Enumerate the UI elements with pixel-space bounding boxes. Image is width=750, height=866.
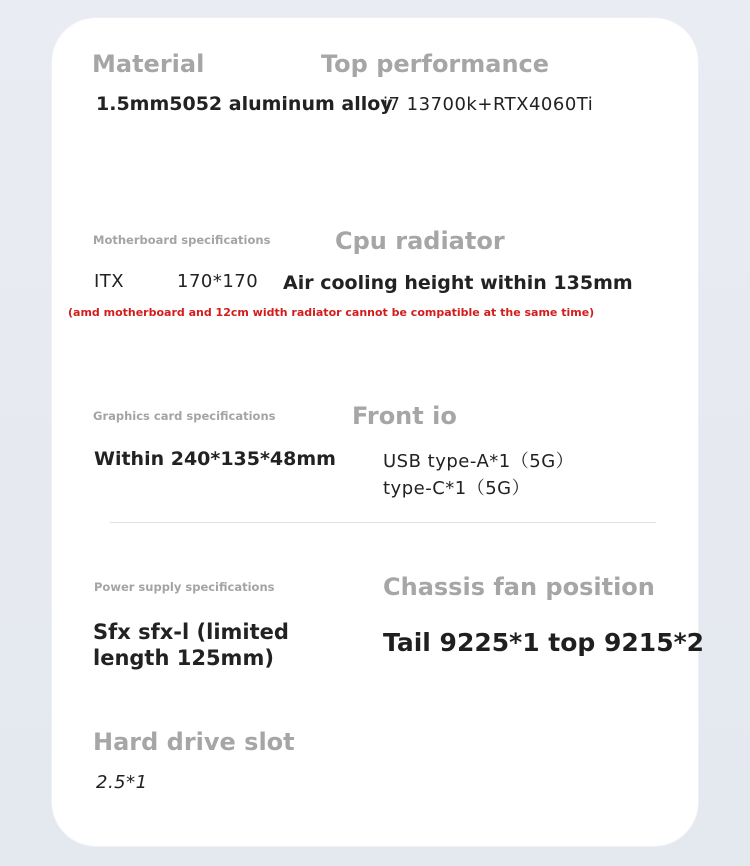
cpu-radiator-value: Air cooling height within 135mm bbox=[283, 272, 633, 294]
cpu-radiator-heading: Cpu radiator bbox=[335, 227, 505, 255]
compatibility-warning: (amd motherboard and 12cm width radiator cannot be compatible at the same time) bbox=[68, 306, 595, 319]
spec-card bbox=[52, 18, 698, 846]
material-heading: Material bbox=[92, 50, 205, 78]
chassis-fan-heading: Chassis fan position bbox=[383, 573, 655, 601]
graphics-card-heading: Graphics card specifications bbox=[93, 409, 276, 423]
power-supply-line2: length 125mm) bbox=[93, 646, 274, 670]
motherboard-form-factor: ITX bbox=[94, 271, 125, 292]
power-supply-heading: Power supply specifications bbox=[94, 580, 275, 594]
motherboard-heading: Motherboard specifications bbox=[93, 233, 271, 247]
section-divider bbox=[110, 522, 656, 523]
front-io-usb-c: type-C*1（5G） bbox=[383, 478, 531, 499]
material-value: 1.5mm5052 aluminum alloy bbox=[96, 93, 393, 115]
front-io-usb-a: USB type-A*1（5G） bbox=[383, 451, 575, 472]
chassis-fan-value: Tail 9225*1 top 9215*2 bbox=[383, 628, 705, 657]
top-performance-value: i7 13700k+RTX4060Ti bbox=[383, 94, 594, 115]
hard-drive-value: 2.5*1 bbox=[96, 772, 148, 793]
motherboard-size: 170*170 bbox=[177, 271, 259, 292]
hard-drive-heading: Hard drive slot bbox=[93, 728, 295, 756]
top-performance-heading: Top performance bbox=[321, 50, 550, 78]
front-io-heading: Front io bbox=[352, 402, 457, 430]
power-supply-line1: Sfx sfx-l (limited bbox=[93, 620, 289, 644]
graphics-card-value: Within 240*135*48mm bbox=[94, 448, 336, 470]
